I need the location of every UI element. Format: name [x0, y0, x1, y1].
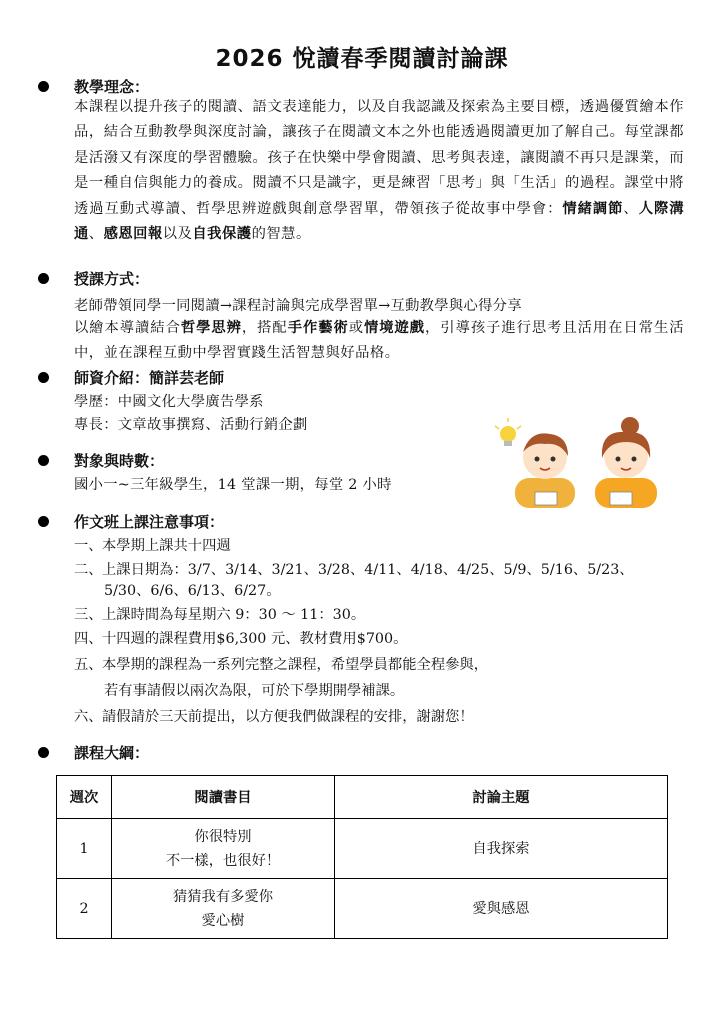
method-text-a: 以繪本導讀結合	[74, 320, 181, 336]
book-title: 你很特別	[194, 828, 252, 845]
philosophy-plain: 本課程以提升孩子的閱讀、語文表達能力，以及自我認識及探索為主要目標，透過優質繪本作品，結合互動教學與深度討論，讓孩子在閱讀文本之外也能透過閱讀更加了解自己。每堂課都是活潑又有深度的學習體驗。孩子在快樂中學會閱讀、思考與表達，讓閱讀不再只是課業，而是一種自信與能力的養成。閱讀不只是識字，更是練習「思考」與「生活」的過程。課堂中將透過互動式導讀、哲學思辨遊戲與創意學習單，帶領孩子從故事中學會：	[74, 99, 684, 217]
cell-topic: 愛與感恩	[335, 879, 668, 939]
keyword-gratitude: 感恩回報	[103, 226, 163, 243]
cell-book	[112, 819, 335, 879]
teacher-education: 學歷：中國文化大學廣告學系	[74, 394, 264, 410]
notes-heading: 作文班上課注意事項：	[74, 513, 225, 531]
cell-week: 1	[57, 819, 112, 879]
note-num: 四、	[74, 631, 103, 647]
keyword-emotion: 情緒調節	[562, 200, 624, 217]
philosophy-heading: 教學理念：	[74, 78, 150, 96]
note-num: 五、	[74, 657, 103, 673]
table-header-row	[57, 776, 668, 819]
teacher-specialty: 專長：文章故事撰寫、活動行銷企劃	[74, 417, 308, 433]
teacher-heading: 師資介紹：簡詳芸老師	[74, 369, 225, 387]
book-title: 不一樣，也很好！	[165, 852, 281, 869]
syllabus-heading: 課程大綱：	[74, 744, 150, 762]
method-text-d: 或	[348, 320, 364, 336]
note-item	[74, 604, 365, 624]
method-heading: 授課方式：	[74, 270, 150, 288]
lightbulb-icon	[495, 418, 521, 446]
target-text: 國小一~三年級學生，14 堂課一期，每堂 2 小時	[74, 477, 392, 493]
header-book: 閱讀書目	[112, 776, 335, 819]
bullet-target	[38, 455, 49, 466]
bullet-method	[38, 273, 49, 284]
book-title: 猜猜我有多愛你	[172, 888, 274, 905]
note-item	[104, 680, 404, 700]
bullet-philosophy	[38, 81, 49, 92]
note-text: 十四週的課程費用$6,300 元、教材費用$700。	[102, 631, 408, 647]
note-item	[74, 559, 634, 579]
method-paragraph	[74, 316, 684, 367]
keyword-communication: 人際溝通	[74, 200, 685, 243]
page-title: 2026 悅讀春季閱讀討論課	[215, 46, 509, 72]
note-item	[104, 580, 281, 600]
bullet-notes	[38, 516, 49, 527]
book-title: 愛心樹	[201, 912, 245, 929]
method-text-c: ，搭配	[241, 320, 288, 336]
cell-topic: 自我探索	[335, 819, 668, 879]
girl-figure	[595, 417, 657, 508]
note-text: 上課日期為：3/7、3/14、3/21、3/28、4/11、4/18、4/25、5/9、5/16、5/23、	[102, 562, 634, 578]
note-item	[74, 654, 488, 674]
note-item	[74, 706, 474, 726]
sep: 、	[88, 226, 104, 243]
keyword-self-protection: 自我保護	[192, 226, 252, 243]
note-text: 5/30、6/6、6/13、6/27。	[104, 583, 281, 599]
note-num: 一、	[74, 538, 103, 554]
header-week: 週次	[57, 776, 112, 819]
syllabus-table	[56, 775, 668, 939]
method-text-e: ，引導孩子進行思考且活用在日常生活中，並在課程互動中學習實踐生活智慧與好品格。	[74, 320, 685, 362]
keyword-handcraft: 手作藝術	[287, 320, 349, 336]
note-text: 本學期上課共十四週	[102, 538, 231, 554]
cell-book	[112, 879, 335, 939]
note-text: 上課時間為每星期六 9：30 ～ 11：30。	[102, 607, 366, 623]
philosophy-end: 的智慧。	[251, 226, 311, 243]
note-num: 六、	[74, 709, 103, 725]
note-item	[74, 628, 407, 648]
boy-figure	[515, 433, 575, 508]
keyword-game: 情境遊戲	[364, 320, 426, 336]
sep: 、	[623, 200, 639, 217]
method-line1: 老師帶領同學一同閱讀→課程討論與完成學習單→互動教學與心得分享	[74, 298, 522, 314]
note-num: 三、	[74, 607, 103, 623]
target-heading: 對象與時數：	[74, 452, 165, 470]
keyword-philosophy: 哲學思辨	[180, 320, 242, 336]
table-row	[57, 819, 668, 879]
children-reading-illustration	[490, 412, 665, 512]
header-topic: 討論主題	[335, 776, 668, 819]
connector: 以及	[162, 226, 193, 243]
philosophy-text	[74, 95, 684, 247]
bullet-teacher	[38, 372, 49, 383]
note-num: 二、	[74, 562, 103, 578]
note-text: 請假請於三天前提出，以方便我們做課程的安排，謝謝您！	[102, 709, 474, 725]
note-text: 本學期的課程為一系列完整之課程，希望學員都能全程參與，	[102, 657, 489, 673]
table-row	[57, 879, 668, 939]
note-text: 若有事請假以兩次為限，可於下學期開學補課。	[104, 683, 405, 699]
cell-week: 2	[57, 879, 112, 939]
bullet-syllabus	[38, 747, 49, 758]
note-item	[74, 535, 231, 555]
